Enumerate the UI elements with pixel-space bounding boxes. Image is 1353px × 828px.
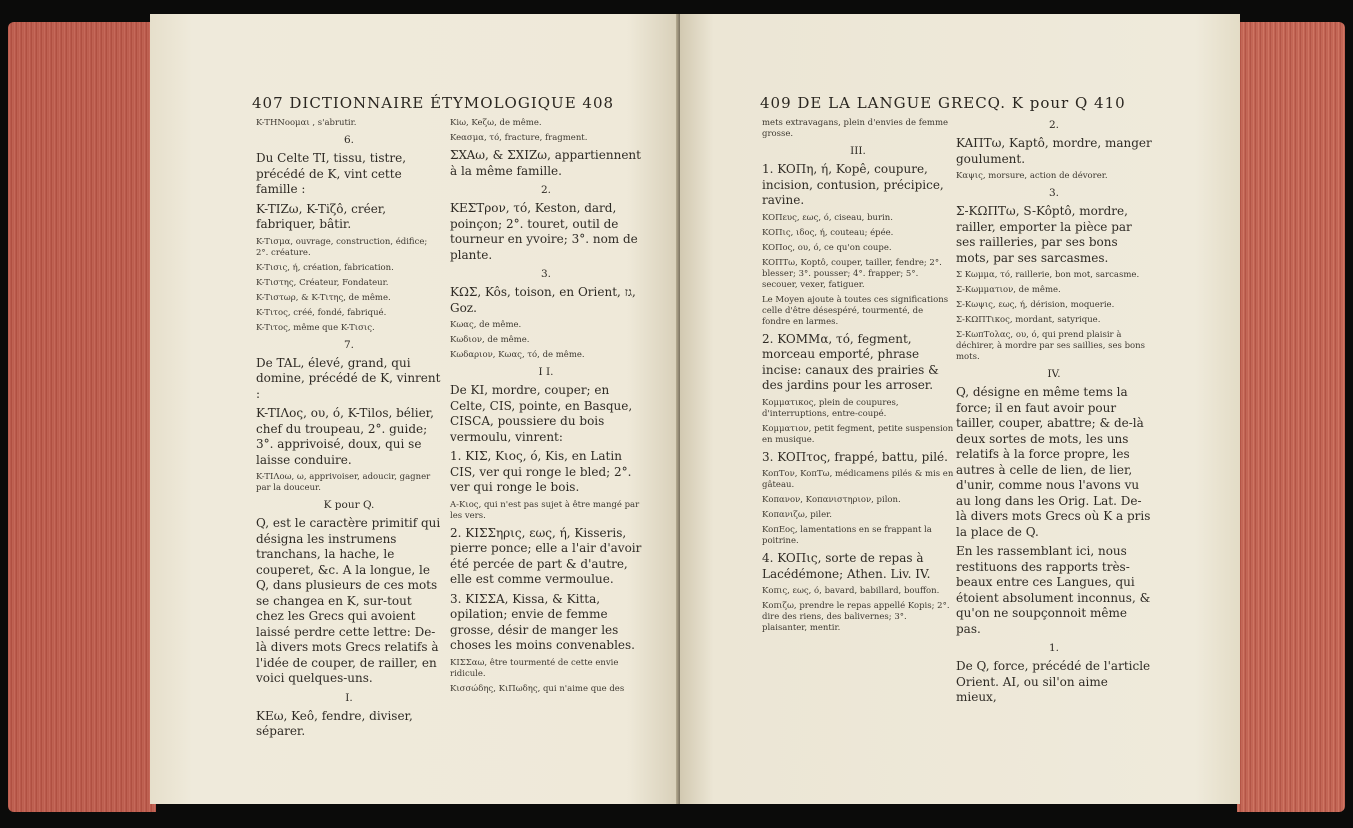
entry: KOΠος, ου, ό, ce qu'on coupe. <box>762 242 892 253</box>
entry: KEω, Keô, fendre, diviser, séparer. <box>256 708 413 738</box>
section-number: I I. <box>538 366 554 378</box>
entry: K-TIΛοω, ω, apprivoiser, adoucir, gagner par la douceur. <box>256 472 431 493</box>
entry: Du Celte TI, tissu, tistre, précédé de K, vint cette famille : <box>256 151 407 196</box>
entry: Q, désigne en même tems la force; il en faut avoir pour tailler, couper, abattre; & de-là deux sortes de mots, les uns relatifs à la force propre, les autres à celle de lien, de lier, d'unir, comme nous l'avons vu au long dans les Orig. Lat. De-là divers mots Grecs où K a pris la place de Q. <box>956 385 1151 539</box>
entry: Kοπανον, Kοπανιστηριον, pilon. <box>762 495 901 505</box>
entry: 1. KOΠη, ή, Kopê, coupure, incision, contusion, précipice, ravine. <box>762 162 944 207</box>
right-column-1 <box>762 118 954 638</box>
left-column-1 <box>256 118 442 744</box>
section-number: IV. <box>1047 368 1061 380</box>
section-number: I. <box>345 691 353 704</box>
entry: K-Tιτος, créé, fondé, fabriqué. <box>256 307 387 318</box>
entry: KoπΤον, KoπΤω, médicamens pilés & mis en gâteau. <box>762 469 954 490</box>
entry: Kοπανιζω, piler. <box>762 510 832 520</box>
section-number: 3. <box>1048 187 1060 199</box>
entry: Kωδαριον, Kωας, τό, de même. <box>450 350 585 360</box>
entry: Le Moyen ajoute à toutes ces significations celle d'être désespéré, tourmenté, de fondre en larmes. <box>762 294 949 327</box>
entry: KIΣΣαω, être tourmenté de cette envie ridicule. <box>450 657 619 679</box>
right-page-edges <box>1237 22 1345 812</box>
entry: KoπΕος, lamentations en se frappant la poitrine. <box>762 525 932 546</box>
entry: De TAL, élevé, grand, qui domine, précédé de K, vinrent : <box>256 355 441 401</box>
entry: KAΠΤω, Kaptô, mordre, manger goulument. <box>956 136 1152 166</box>
entry: KOΠευς, εως, ό, ciseau, burin. <box>762 212 893 223</box>
entry: 1. KIΣ, Kιος, ό, Kis, en Latin CIS, ver qui ronge le bled; 2°. ver qui ronge le bois. <box>450 449 632 494</box>
entry: Kισσώδης, KιΠωδης, qui n'aime que des <box>450 683 625 694</box>
entry: Kομματικος, plein de coupures, d'interruptions, entre-coupé. <box>762 397 899 419</box>
entry: K-TIZω, K-Tiζô, créer, fabriquer, bâtir. <box>256 201 387 231</box>
entry: 2. KIΣΣηρις, εως, ή, Kisseris, pierre ponce; elle a l'air d'avoir été percée de part & d'autre, elle est comme vermoulue. <box>450 525 642 586</box>
entry: K-Tισμα, ouvrage, construction, édifice; 2°. créature. <box>256 236 428 258</box>
entry: Σ-KΩΠΤικος, mordant, satyrique. <box>956 315 1101 325</box>
entry: Kωδιον, de même. <box>450 335 530 345</box>
entry: Kοπις, εως, ό, bavard, babillard, bouffon. <box>762 586 940 596</box>
section-number: 7. <box>343 338 355 351</box>
entry: K-THNοομαι , s'abrutir. <box>256 118 357 128</box>
entry: K-Tιτος, même que K-Tισις. <box>256 322 375 333</box>
section-number: 2. <box>540 184 552 196</box>
entry: KΩΣ, Kôs, toison, en Orient, גז, Goz. <box>450 285 636 315</box>
entry: 3. KIΣΣA, Kissa, & Kitta, opilation; envie de femme grosse, désir de manger les choses les moins convenables. <box>450 591 635 652</box>
entry: Q, est le caractère primitif qui désigna les instrumens tranchans, la hache, le couperet, &c. A la longue, le Q, dans plusieurs de ces mots se changea en K, sur-tout chez les Grecs qui avoient laissé perdre cette lettre: De-là divers mots Grecs relatifs à l'idée de couper, de railler, en voici quelques-uns. <box>256 516 441 685</box>
entry: 4. KOΠις, sorte de repas à Lacédémone; Athen. Liv. IV. <box>762 551 931 581</box>
entry: Kωας, de même. <box>450 320 522 330</box>
left-column-2 <box>450 118 642 699</box>
section-number: III. <box>850 145 866 157</box>
entry: De Q, force, précédé de l'article Orient. AI, ou sil'on aime mieux, <box>956 659 1151 704</box>
section-number: 2. <box>1048 119 1060 131</box>
left-page-edges <box>8 22 156 812</box>
entry: K-Tισις, ή, création, fabrication. <box>256 262 394 273</box>
entry: De KI, mordre, couper; en Celte, CIS, pointe, en Basque, CISCA, poussiere du bois vermoulu, vinrent: <box>450 383 633 444</box>
entry: 3. KOΠτος, frappé, battu, pilé. <box>762 449 948 464</box>
entry: Kαψις, morsure, action de dévorer. <box>956 171 1108 181</box>
entry: ΣXAω, & ΣXIZω, appartiennent à la même famille. <box>450 148 641 178</box>
entry: A-Kιος, qui n'est pas sujet à être mangé par les vers. <box>450 499 640 521</box>
entry: Σ-KωπΤολας, ου, ό, qui prend plaisir à déchirer, à mordre par ses saillies, ses bons mots. <box>956 330 1145 362</box>
entry: K-Tιστης, Créateur, Fondateur. <box>256 277 389 288</box>
entry: mets extravagans, plein d'envies de femme grosse. <box>762 118 949 139</box>
left-running-head: 407 DICTIONNAIRE ÉTYMOLOGIQUE 408 <box>252 94 615 112</box>
right-running-head: 409 DE LA LANGUE GRECQ. K pour Q 410 <box>760 94 1126 112</box>
entry: Kiω, Keζω, de même. <box>450 118 542 128</box>
entry: KOΠις, ιδος, ή, couteau; épée. <box>762 227 894 238</box>
left-page <box>150 14 680 804</box>
section-number: 3. <box>540 268 552 280</box>
entry: Kοπιζω, prendre le repas appellé Kopis; 2°. dire des riens, des balivernes; 3°. plaisanter, mentir. <box>762 601 950 633</box>
entry: Σ-KΩΠΤω, S-Kôptô, mordre, railler, emporter la pièce par ses railleries, par ses bons mots, par ses sarcasmes. <box>956 204 1132 265</box>
entry: En les rassemblant ici, nous restituons des rapports très-beaux entre ces Langues, qui étoient absolument inconnus, & qu'on ne soupçonnoit même pas. <box>956 544 1151 636</box>
entry: 2. KOMMα, τό, fegment, morceau emporté, phrase incise: canaux des prairies & des jardins pour les arroser. <box>762 331 939 392</box>
entry: Keασμα, τό, fracture, fragment. <box>450 133 588 143</box>
entry: K-TIΛος, ου, ό, K-Tilos, bélier, chef du troupeau, 2°. guide; 3°. apprivoisé, doux, qui se laisse conduire. <box>256 406 434 467</box>
entry: KEΣTρον, τό, Keston, dard, poinçon; 2°. touret, outil de tourneur en yvoire; 3°. nom de plante. <box>450 201 638 262</box>
entry: Σ-Kωμματιον, de même. <box>956 285 1061 295</box>
right-column-2 <box>956 118 1152 710</box>
entry: KOΠTω, Koptô, couper, tailler, fendre; 2°. blesser; 3°. pousser; 4°. frapper; 5°. secouer, vexer, fatiguer. <box>762 257 942 290</box>
section-heading: K pour Q. <box>323 499 375 511</box>
right-page <box>680 14 1240 804</box>
entry: Kομματιον, petit fegment, petite suspension en musique. <box>762 423 954 445</box>
entry: Σ Kωμμα, τό, raillerie, bon mot, sarcasme. <box>956 270 1140 280</box>
section-number: 1. <box>1048 642 1060 654</box>
section-number: 6. <box>343 134 355 146</box>
entry: Σ-Kωψις, εως, ή, dérision, moquerie. <box>956 300 1115 310</box>
entry: K-Tιστωρ, & K-Tιτης, de même. <box>256 292 391 303</box>
